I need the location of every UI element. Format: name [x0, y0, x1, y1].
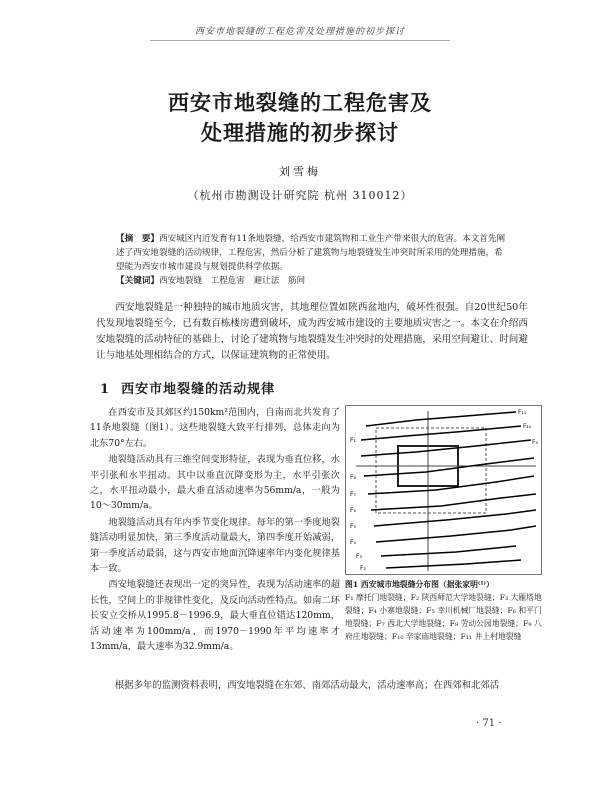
fissure-label: F₈ [350, 474, 356, 481]
keywords-label: 【关键词】 [116, 276, 159, 286]
section-heading [100, 378, 275, 397]
paper-title [0, 88, 600, 148]
left-column [90, 405, 340, 656]
title-line-1: 西安市地裂缝的工程危害及 [168, 90, 432, 115]
abstract [116, 232, 506, 288]
fissure-line [374, 510, 536, 526]
abstract-label: 【摘 要】 [116, 234, 159, 244]
figure-caption [345, 578, 545, 643]
title-line-2: 处理措施的初步探讨 [201, 120, 399, 145]
keywords-text: 西安地裂缝 工程危害 避让法 筋间 [158, 276, 306, 286]
fissure-line [364, 458, 534, 476]
running-head: 西安市地裂缝的工程危害及处理措施的初步探讨 [194, 27, 405, 37]
fissure-line [361, 440, 531, 456]
figure-caption-text: F₁ 摩托门地裂缝；F₂ 陕西师范大学地裂缝；F₃ 大雁塔地裂缝；F₄ 小寨地裂缝；F₅ 幸川机械厂地裂缝；F₆ 和平门地裂缝；F₇ 西北大学地裂缝；F₈ 劳动公园地裂缝；F₉ 八府庄地裂缝；F₁₀ 辛家庙地裂缝；F₁₁ 井上村地裂缝 [345, 593, 542, 641]
fissure-line [371, 494, 536, 510]
paragraph-1: 在西安市及其郊区约150km²范围内，自南而北共发育了11条地裂缝（图1）。这些地裂缝大致平行排列，总体走向为北东70°左右。 [90, 407, 340, 449]
fissure-line [366, 412, 516, 426]
fissure-label: F₉ [532, 439, 538, 446]
fissure-label: F₂ [360, 565, 366, 572]
fissure-label: F₅ [350, 523, 356, 530]
page-number: · 71 · [476, 718, 502, 729]
fissure-map-svg [346, 406, 541, 574]
paragraph-2: 地裂缝活动具有三维空间变形特征，表现为垂直位移，水平引张和水平扭动。其中以垂直沉降变形为主，水平引张次之，水平扭动最小，最大垂直活动速率为56mm/a，一般为10～30mm/a。 [90, 454, 340, 512]
fissure-label: F₃ [356, 553, 362, 560]
fissure-label: F₄ [350, 539, 356, 546]
abstract-text: 西安城区内近发育有11条地裂缝，给西安市建筑物和工业生产带来很大的危害。本文首先阐述了西安地裂缝的活动规律，工程危害，然后分析了建筑物与地裂缝发生冲突时所采用的处理措施，希望能为西安市城市建设与规划提供科学依据。 [116, 234, 506, 272]
author: 刘雪梅 [279, 165, 321, 178]
affiliation: （杭州市勘测设计研究院 杭州 310012） [187, 189, 413, 202]
paragraph-3: 地裂缝活动具有年内季节变化规律。每年的第一季度地裂缝活动明显加快，第三季度活动量最大，第四季度开始减弱，第一季度活动最弱，这与西安市地面沉降速率年内变化规律基本一致。 [90, 516, 340, 575]
section-title: 西安市地裂缝的活动规律 [121, 382, 276, 397]
paragraph-4: 西安地裂缝还表现出一定的突异性，表现为活动速率的超长性，空间上的非规律性变化，及反向活动性特点。如南二环长安立交桥从1995.8－1996.9，最大垂直位错达120mm，活动速率为100mm/a，而1970－1990年平均速率才13mm/a，最大速率为32.9mm/a。 [90, 579, 340, 653]
fissure-line [381, 546, 516, 556]
fissure-line [376, 526, 536, 542]
section-number: 1 [100, 382, 111, 397]
fissure-label: F₆ [350, 507, 356, 514]
fissure-label: F₁ [350, 437, 356, 444]
header-rule [150, 40, 450, 41]
fissure-label: F₁₀ [523, 423, 532, 430]
fissure-label: F₇ [350, 491, 356, 498]
ground-fissure-map-figure [345, 405, 542, 575]
ring-road [376, 428, 486, 513]
intro-paragraph: 西安地裂缝是一种独特的城市地质灾害，其地理位置如陕西盆地内，破坏性很强。自20世纪50年代发现地裂缝至今，已有数百栋楼房遭到破坏，成为西安城市建设的主要地质灾害之一。本文在介绍西安地裂缝的活动特征的基础上，讨论了建筑物与地裂缝发生冲突时的处理措施，采用空间避让、时间避让与地基处理相结合的方式，以保证建筑物的正常使用。 [96, 302, 528, 361]
fissure-label: F₁₁ [518, 409, 527, 416]
bottom-paragraph: 根据多年的监测资料表明，西安地裂缝在东郊、南郊活动最大，活动速率高；在西郊和北郊活 [114, 680, 500, 691]
fissure-line [386, 560, 521, 568]
figure-caption-title: 图1 西安城市地裂缝分布图（据张家明⁽¹⁾） [345, 580, 494, 589]
